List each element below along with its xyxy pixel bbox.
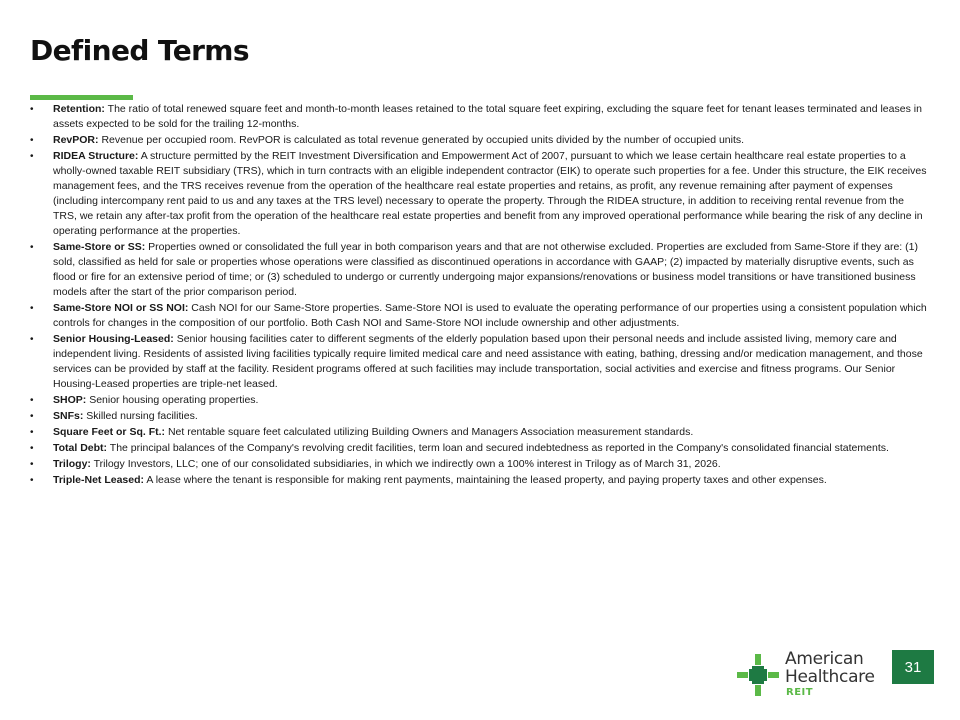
term-item bbox=[30, 425, 930, 440]
term-name: SHOP: bbox=[53, 394, 87, 406]
term-item bbox=[30, 473, 930, 488]
bullet-icon: • bbox=[30, 135, 34, 146]
term-item bbox=[30, 149, 930, 239]
bullet-icon: • bbox=[30, 475, 34, 486]
title-accent-bar bbox=[30, 95, 133, 100]
bullet-icon: • bbox=[30, 334, 34, 345]
term-definition: Skilled nursing facilities. bbox=[86, 410, 198, 422]
term-name: RevPOR: bbox=[53, 134, 99, 146]
defined-terms-list bbox=[30, 102, 930, 489]
term-item bbox=[30, 457, 930, 472]
term-definition: Net rentable square feet calculated utilizing Building Owners and Managers Association measurement standards. bbox=[167, 426, 694, 438]
term-definition: The ratio of total renewed square feet and month-to-month leases retained to the total square feet expiring, excluding the square feet for tenant leases terminated and leases in assets expected to be sold for the trailing 12-months. bbox=[53, 103, 922, 130]
bullet-icon: • bbox=[30, 427, 34, 438]
term-item bbox=[30, 409, 930, 424]
slide-title: Defined Terms bbox=[30, 34, 249, 67]
term-item bbox=[30, 393, 930, 408]
term-item bbox=[30, 240, 930, 300]
term-definition: Senior housing operating properties. bbox=[89, 394, 259, 406]
term-definition: A lease where the tenant is responsible for making rent payments, maintaining the leased property, and paying property taxes and other expenses. bbox=[146, 474, 827, 486]
bullet-icon: • bbox=[30, 411, 34, 422]
term-item bbox=[30, 102, 930, 132]
term-definition: Revenue per occupied room. RevPOR is calculated as total revenue generated by occupied units divided by the number of occupied units. bbox=[101, 134, 745, 146]
logo-text-american: American bbox=[785, 649, 864, 669]
bullet-icon: • bbox=[30, 104, 34, 115]
term-definition: Senior housing facilities cater to different segments of the elderly population based upon their personal needs and include assisted living, memory care and independent living. Residents of assisted living facilities typically require limited medical care and need assistance with eating, bathing, dressing and/or medication management, and those services can be provided by staff at the facility. Resident programs offered at such facilities may include transportation, social activities and exercise and fitness programs. Our Senior Housing-Leased properties are triple-net leased. bbox=[53, 333, 923, 390]
term-name: Retention: bbox=[53, 103, 105, 115]
term-definition: Cash NOI for our Same-Store properties. Same-Store NOI is used to evaluate the operating performance of our properties using a consistent population which controls for changes in the composition of our portfolio. Both Cash NOI and Same-Store NOI include ownership and other adjustments. bbox=[53, 302, 927, 329]
term-name: RIDEA Structure: bbox=[53, 150, 139, 162]
term-definition: The principal balances of the Company's revolving credit facilities, term loan and secured indebtedness as reported in the Company's consolidated financial statements. bbox=[109, 442, 889, 454]
term-definition: A structure permitted by the REIT Investment Diversification and Empowerment Act of 2007, pursuant to which we lease certain healthcare real estate properties to a wholly-owned taxable REIT subsidiary (TRS), which in turn contracts with an eligible independent contractor (EIK) to operate such properties for a fee. Under this structure, the EIK receives management fees, and the TRS receives revenue from the operation of the healthcare real estate properties and retains, as profit, any revenue remaining after payment of expenses (including intercompany rent paid to us and any taxes at the TRS level) necessary to operate the property. Through the RIDEA structure, in addition to receiving rental revenue from the TRS, we retain any after-tax profit from the operation of the healthcare real estate properties and benefit from any improved operational performance while bearing the risk of any decline in operating performance at the properties. bbox=[53, 150, 927, 237]
bullet-icon: • bbox=[30, 151, 34, 162]
term-name: Same-Store or SS: bbox=[53, 241, 146, 253]
american-healthcare-cross-icon bbox=[737, 654, 779, 696]
term-item bbox=[30, 301, 930, 331]
page-number: 31 bbox=[892, 650, 934, 684]
term-item bbox=[30, 332, 930, 392]
bullet-icon: • bbox=[30, 395, 34, 406]
term-definition: Trilogy Investors, LLC; one of our consolidated subsidiaries, in which we indirectly own a 100% interest in Trilogy as of March 31, 2026. bbox=[93, 458, 721, 470]
term-name: Same-Store NOI or SS NOI: bbox=[53, 302, 189, 314]
bullet-icon: • bbox=[30, 242, 34, 253]
bullet-icon: • bbox=[30, 303, 34, 314]
company-logo bbox=[737, 649, 887, 700]
logo-text-reit: REIT bbox=[786, 687, 814, 698]
term-item bbox=[30, 133, 930, 148]
term-name: Trilogy: bbox=[53, 458, 91, 470]
term-item bbox=[30, 441, 930, 456]
logo-text-healthcare: Healthcare bbox=[785, 667, 875, 687]
term-name: Square Feet or Sq. Ft.: bbox=[53, 426, 166, 438]
term-definition: Properties owned or consolidated the full year in both comparison years and that are not otherwise excluded. Properties are excluded from Same-Store if they are: (1) sold, classified as held for sale or properties whose operations were classified as discontinued operations in accordance with GAAP; (2) impacted by materially disruptive events, such as flood or fire for an extensive period of time; or (3) scheduled to undergo or currently undergoing major expansions/renovations or business model transitions or have transitioned business models after the start of the prior comparison period. bbox=[53, 241, 918, 298]
term-name: SNFs: bbox=[53, 410, 84, 422]
term-name: Triple-Net Leased: bbox=[53, 474, 145, 486]
term-name: Total Debt: bbox=[53, 442, 108, 454]
bullet-icon: • bbox=[30, 459, 34, 470]
term-name: Senior Housing-Leased: bbox=[53, 333, 174, 345]
bullet-icon: • bbox=[30, 443, 34, 454]
